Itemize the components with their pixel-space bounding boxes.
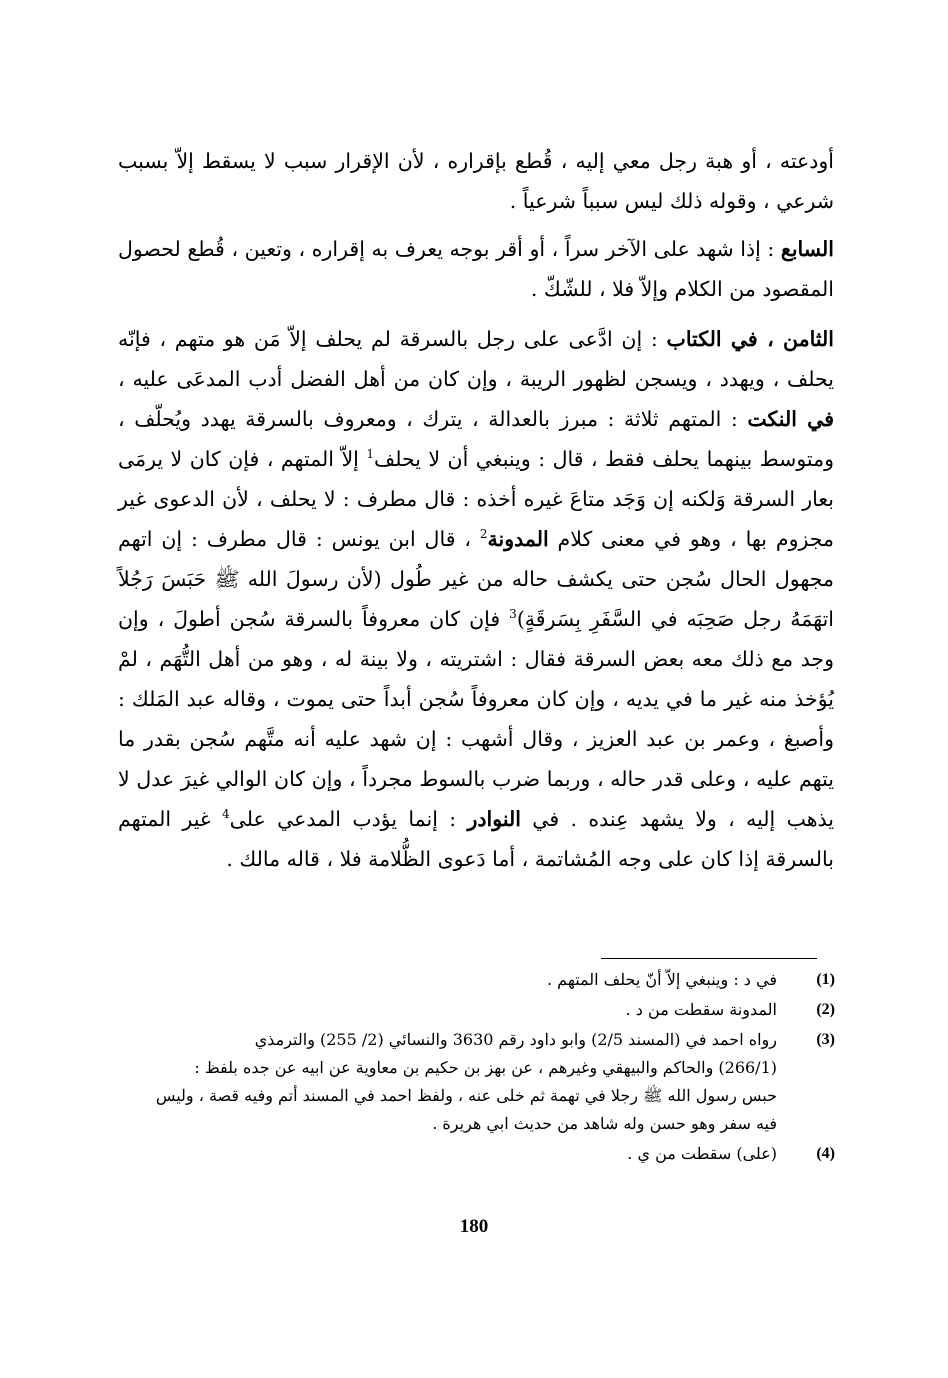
bold-heading: السابع [780, 237, 834, 261]
footnote-marker: 1 [366, 447, 374, 462]
footnote-separator [601, 958, 817, 959]
footnote-marker: 2 [479, 527, 488, 542]
footnote-line: المدونة سقطت من د . [625, 1000, 777, 1019]
footnote-number: (4) [816, 1145, 835, 1162]
footnote-line: (على) سقطت من ي . [627, 1144, 777, 1163]
footnote-line: (266/1) والحاكم والبيهقي وغيرهم ، عن بهز بن حكيم بن معاوية عن ابيه عن جده بلفظ : [194, 1058, 777, 1077]
text-segment: ، قال ابن يونس : قال مطرف : إن اتهم مجهول الحال سُجن حتى يكشف حاله من غير طُول (لأن رسولَ الله ﷺ حَبَسَ رَجُلاً اتهَمَهُ رجل صَحِبَه في السَّفَرِ بِسَرقَةٍ) [118, 527, 834, 631]
footnote-line: رواه احمد في (المسند 2/5) وابو داود رقم 3630 والنسائي (2/ 255) والترمذي [254, 1030, 777, 1049]
footnotes [130, 966, 835, 1170]
footnote-marker: 4 [222, 807, 230, 822]
footnote-line: في د : وينبغي إلاّ أنّ يحلف المتهم . [547, 970, 777, 989]
footnote [130, 966, 835, 994]
paragraph [118, 319, 834, 879]
bold-heading: المدونة [487, 527, 549, 551]
footnote-text [130, 1026, 777, 1138]
bold-heading: النوادر [467, 807, 521, 831]
footnote [130, 1026, 835, 1138]
footnote-text [130, 966, 777, 994]
footnote-line: فيه سفر وهو حسن وله شاهد من حديث ابي هريرة . [432, 1114, 777, 1133]
text-segment: : إن ادَّعى على رجل بالسرقة لم يحلف إلاّ مَن هو متهم ، فإنّه يحلف ، ويهدد ، ويسجن لظهور الريبة ، وإن كان من أهل الفضل أدب المدعَى عليه ، [118, 327, 834, 391]
footnote-marker: 3 [509, 607, 517, 622]
footnote-text [130, 1140, 777, 1168]
main-text [118, 141, 834, 889]
text-segment: : إذا شهد على الآخر سراً ، أو أقر بوجه يعرف به إقراره ، وتعين ، قُطع لحصول المقصود من الكلام وإلاّ فلا ، للشّكّ . [118, 237, 834, 301]
footnote-number: (2) [816, 1001, 835, 1018]
footnote-number: (1) [816, 971, 835, 988]
text-segment: : المتهم ثلاثة : مبرز بالعدالة ، يترك ، ومعروف بالسرقة يهدد ويُحلّف ، ومتوسط بينهما يحلف فقط ، قال : وينبغي أن لا يحلف [118, 407, 834, 471]
footnote-line: حبس رسول الله ﷺ رجلا في تهمة ثم خلى عنه ، ولفظ احمد في المسند أتم وفيه قصة ، وليس [155, 1086, 777, 1105]
paragraph [118, 229, 834, 309]
text-segment: : إنما يؤدب المدعي على [229, 807, 468, 831]
text-segment: غير المتهم بالسرقة إذا كان على وجه المُشاتمة ، أما دَعوى الظُّلامة فلا ، قاله مالك . [118, 807, 834, 871]
page-number: 180 [459, 1216, 489, 1237]
footnote [130, 996, 835, 1024]
bold-heading: الثامن ، في الكتاب [666, 327, 834, 351]
footnote [130, 1140, 835, 1168]
paragraph [118, 141, 834, 221]
text-segment: فإن كان معروفاً بالسرقة سُجن أطولَ ، وإن وجد مع ذلك معه بعض السرقة فقال : اشتريته ، ولا بينة له ، وهو من أهل التُّهَم ، لمْ يُؤخذ منه غير ما في يديه ، وإن كان معروفاً سُجن أبداً حتى يموت ، وقاله عبد المَلك : وأصبغ ، وعمر بن عبد العزيز ، وقال أشهب : إن شهد عليه أنه متَّهم سُجن بقدر ما يتهم عليه ، وعلى قدر حاله ، وربما ضرب بالسوط مجرداً ، وإن كان الوالي غيرَ عدل لا يذهب إليه ، ولا يشهد عِنده . في [118, 607, 834, 831]
text-segment: أودعته ، أو هبة رجل معي إليه ، قُطع بإقراره ، لأن الإقرار سبب لا يسقط إلاّ بسبب شرعي ، وقوله ذلك ليس سبباً شرعياً . [118, 149, 834, 213]
text-segment: إلاّ المتهم ، فإن كان لا يرمَى بعار السرقة وَلكنه إن وَجَد متاعَ غيره أخذه : قال مطرف : لا يحلف ، لأن الدعوى غير مجزوم بها ، وهو في معنى كلام [118, 447, 834, 551]
footnote-text [130, 996, 777, 1024]
bold-heading: في النكت [747, 407, 835, 431]
footnote-number: (3) [816, 1031, 835, 1048]
